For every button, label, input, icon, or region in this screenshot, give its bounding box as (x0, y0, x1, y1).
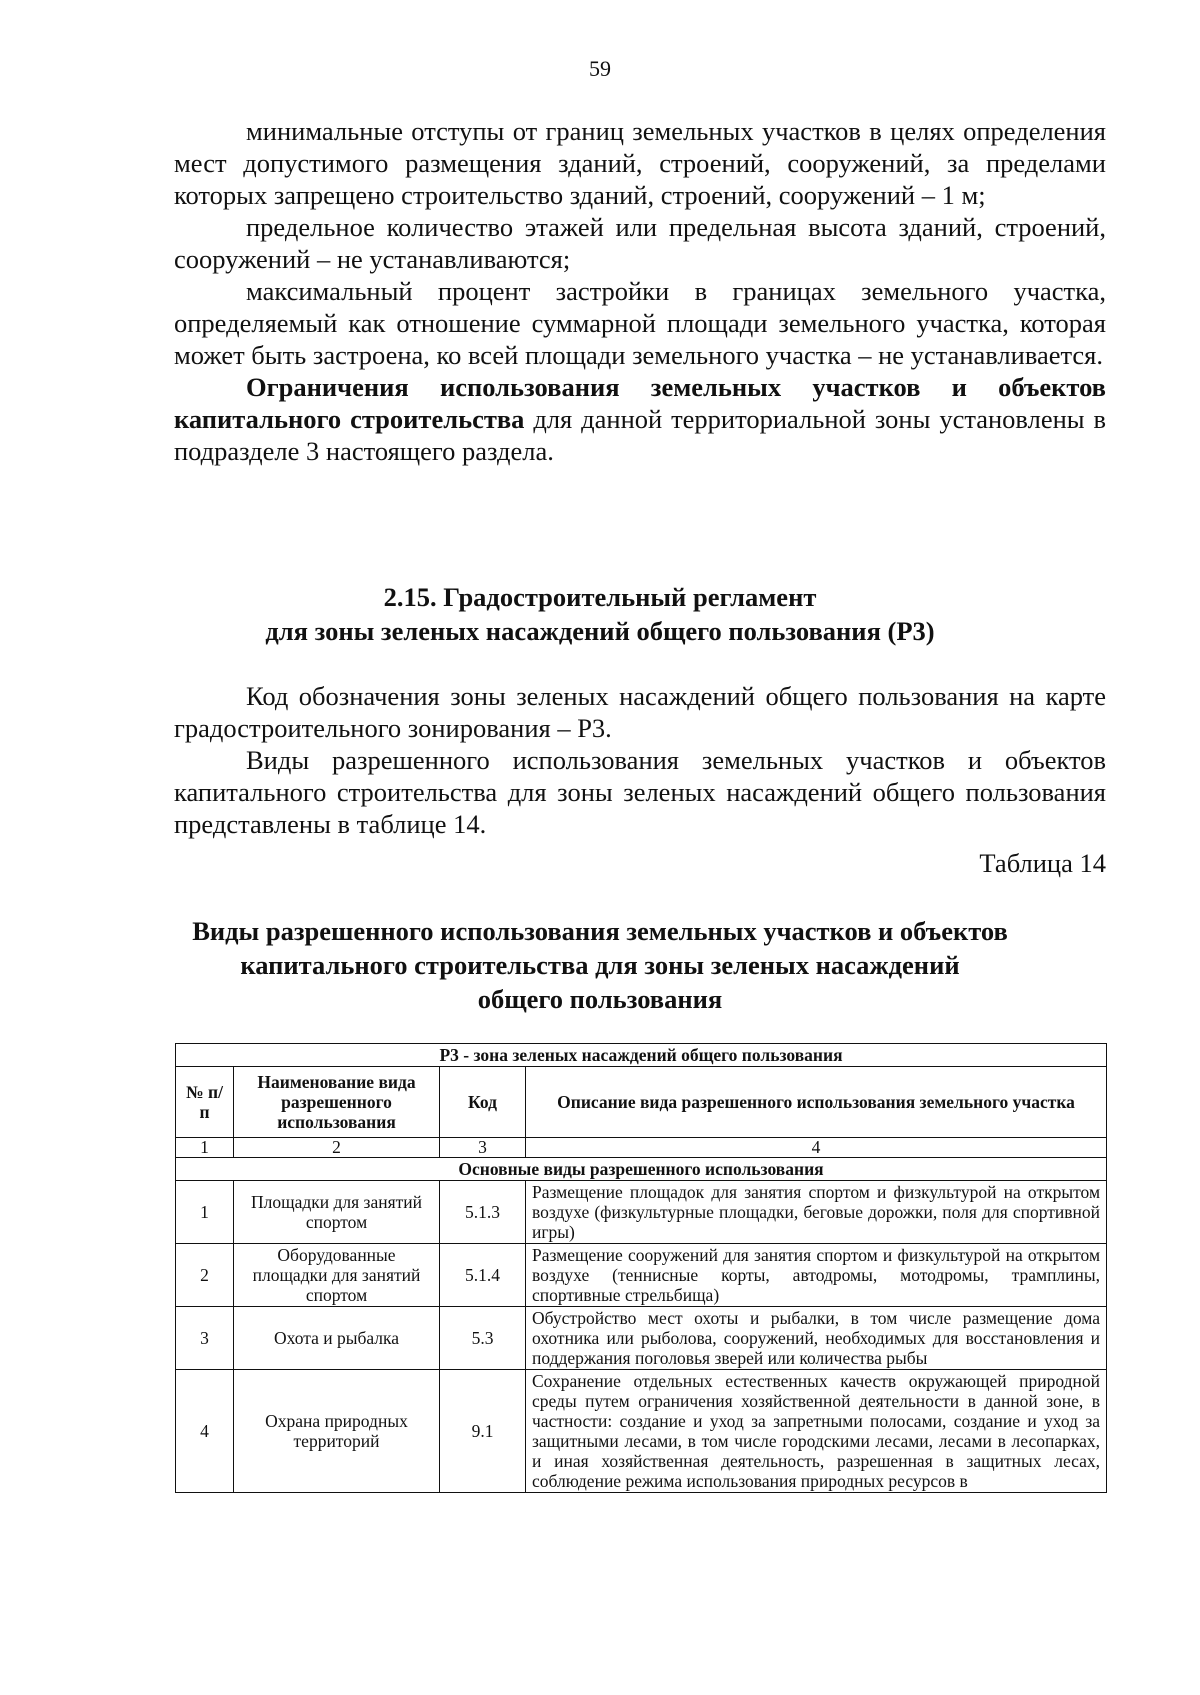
table-header-row (176, 1067, 1107, 1138)
table-label: Таблица 14 (979, 848, 1106, 878)
row-num: 3 (176, 1307, 234, 1370)
table-title (0, 914, 1200, 1016)
row-desc: Обустройство мест охоты и рыбалки, в том числе размещение дома охотника или рыболова, сооружений, необходимых для восстановления и поддержания поголовья зверей или количества рыбы (526, 1307, 1107, 1370)
section-heading (0, 580, 1200, 648)
section-heading-line-2: для зоны зеленых насаждений общего пользования (Р3) (265, 616, 935, 646)
column-number: 3 (440, 1138, 526, 1158)
header-num: № п/п (176, 1067, 234, 1138)
table-title-line-3: общего пользования (477, 984, 723, 1014)
row-num: 4 (176, 1370, 234, 1493)
row-desc: Размещение площадок для занятия спортом и физкультурой на открытом воздухе (физкультурные площадки, беговые дорожки, поля для спортивной игры) (526, 1181, 1107, 1244)
row-num: 2 (176, 1244, 234, 1307)
paragraph-zone-code: Код обозначения зоны зеленых насаждений общего пользования на карте градостроительного зонирования – Р3. (174, 681, 1106, 743)
group-row (176, 1158, 1107, 1181)
table-caption: Р3 - зона зеленых насаждений общего пользования (176, 1044, 1107, 1067)
row-code: 5.1.4 (440, 1244, 526, 1307)
row-num: 1 (176, 1181, 234, 1244)
column-number-row (176, 1138, 1107, 1158)
table-row (176, 1181, 1107, 1244)
section-heading-line-1: 2.15. Градостроительный регламент (383, 582, 817, 612)
column-number: 1 (176, 1138, 234, 1158)
table-row (176, 1307, 1107, 1370)
row-desc: Сохранение отдельных естественных качеств окружающей природной среды путем ограничения хозяйственной деятельности в данной зоне, в частности: создание и уход за запретными полосами, создание и уход за защитными лесами, в том числе городскими лесами, лесами в лесопарках, и иная хозяйственная деятельность, разрешенная в защитных лесах, соблюдение режима использования природных ресурсов в (526, 1370, 1107, 1493)
row-code: 5.3 (440, 1307, 526, 1370)
table-title-line-1: Виды разрешенного использования земельных участков и объектов (192, 916, 1008, 946)
column-number: 4 (526, 1138, 1107, 1158)
row-desc: Размещение сооружений для занятия спортом и физкультурой на открытом воздухе (теннисные корты, автодромы, мотодромы, трамплины, спортивные стрельбища) (526, 1244, 1107, 1307)
column-number: 2 (234, 1138, 440, 1158)
body-text-middle (174, 680, 1106, 840)
paragraph-floors: предельное количество этажей или предельная высота зданий, строений, сооружений – не устанавливаются; (174, 212, 1106, 274)
paragraph-table-intro: Виды разрешенного использования земельных участков и объектов капитального строительства для зоны зеленых насаждений общего пользования представлены в таблице 14. (174, 745, 1106, 839)
page-number: 59 (589, 56, 611, 81)
row-name: Охота и рыбалка (234, 1307, 440, 1370)
header-name: Наименование вида разрешенного использования (234, 1067, 440, 1138)
table-row (176, 1244, 1107, 1307)
row-code: 5.1.3 (440, 1181, 526, 1244)
table-row (176, 1370, 1107, 1493)
paragraph-restrictions (174, 371, 1106, 467)
paragraph-setbacks: минимальные отступы от границ земельных участков в целях определения мест допустимого размещения зданий, строений, сооружений, за пределами которых запрещено строительство зданий, строений, сооружений – 1 м; (174, 116, 1106, 210)
header-desc: Описание вида разрешенного использования земельного участка (526, 1067, 1107, 1138)
table-title-line-2: капитального строительства для зоны зеленых насаждений (240, 950, 960, 980)
restrictions-rest-text: для данной территориальной зоны установлены в подразделе 3 настоящего раздела. (174, 404, 1106, 466)
restrictions-bold-text: Ограничения использования земельных участков и объектов капитального строительства (174, 372, 1106, 434)
table-caption-row (176, 1044, 1107, 1067)
paragraph-build-percent: максимальный процент застройки в границах земельного участка, определяемый как отношение суммарной площади земельного участка, которая может быть застроена, ко всей площади земельного участка – не устанавливается. (174, 276, 1106, 370)
row-name: Охрана природных территорий (234, 1370, 440, 1493)
row-name: Площадки для занятий спортом (234, 1181, 440, 1244)
body-text-top (174, 115, 1106, 467)
row-code: 9.1 (440, 1370, 526, 1493)
header-code: Код (440, 1067, 526, 1138)
row-name: Оборудованные площадки для занятий спортом (234, 1244, 440, 1307)
permitted-use-table (175, 1043, 1107, 1493)
group-title: Основные виды разрешенного использования (176, 1158, 1107, 1181)
